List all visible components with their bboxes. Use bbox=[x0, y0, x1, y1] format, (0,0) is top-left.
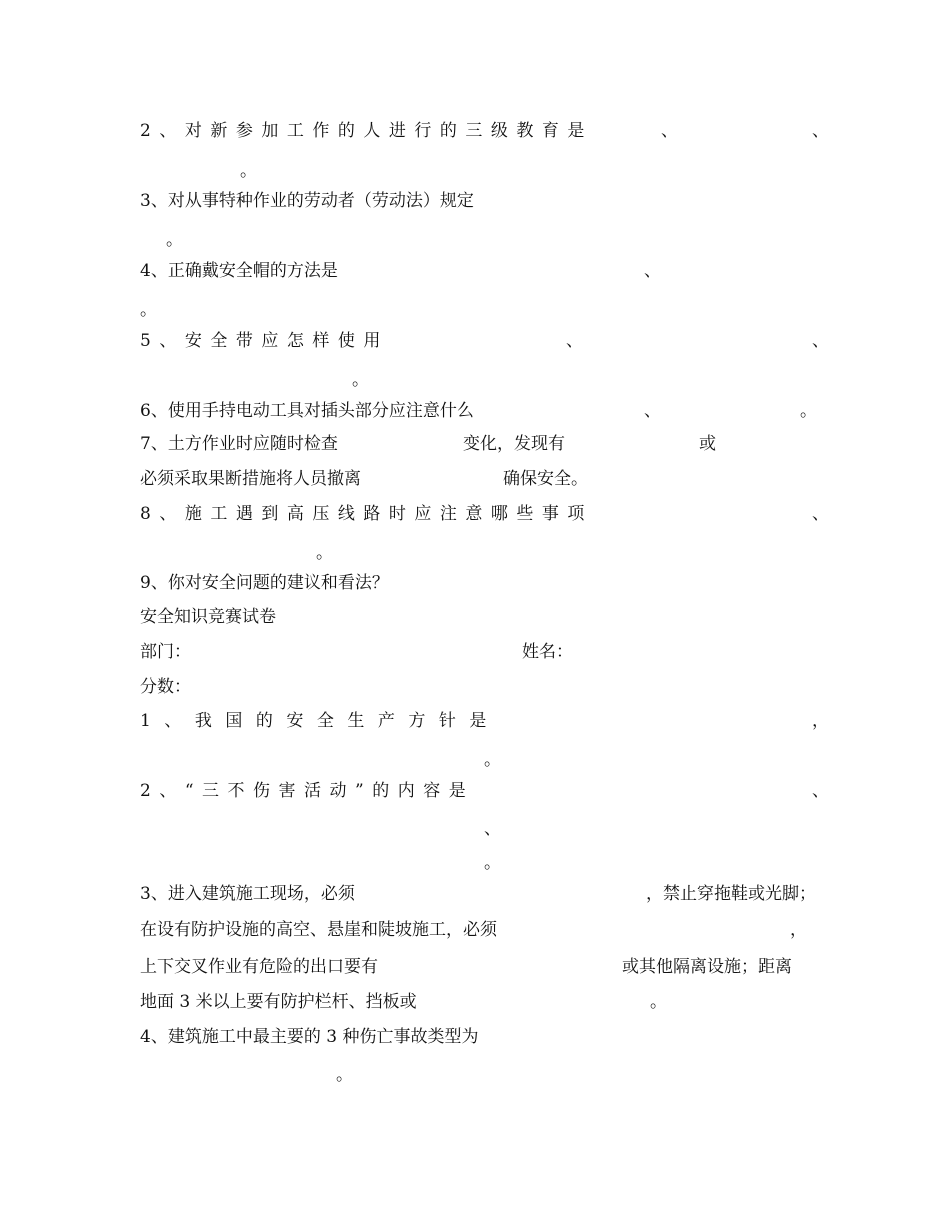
exam-question-4-text: 4、建筑施工中最主要的 3 种伤亡事故类型为 bbox=[140, 1027, 479, 1047]
question-3-text: 3、对从事特种作业的劳动者（劳动法）规定 bbox=[140, 191, 474, 211]
exam-question-3-line1-end: ，禁止穿拖鞋或光脚； bbox=[646, 884, 816, 904]
period: 。 bbox=[316, 543, 333, 563]
exam-question-3-line4: 地面 3 米以上要有防护栏杆、挡板或 bbox=[140, 992, 417, 1012]
exam-question-3-line2: 在设有防护设施的高空、悬崖和陡坡施工，必须 bbox=[140, 920, 497, 940]
period: 。 bbox=[352, 370, 369, 390]
period: 。 bbox=[240, 161, 257, 181]
separator: 、 bbox=[812, 504, 829, 524]
period: 。 bbox=[484, 750, 501, 770]
question-7-text: 7、土方作业时应随时检查 bbox=[140, 434, 338, 454]
separator: ， bbox=[812, 711, 829, 731]
exam-question-2-text: 2、“三不伤害活动”的内容是 bbox=[140, 781, 475, 801]
score-label: 分数： bbox=[140, 677, 191, 697]
question-9-text: 9、你对安全问题的建议和看法？ bbox=[140, 573, 389, 593]
question-7-or: 或 bbox=[699, 434, 716, 454]
exam-question-1-text: 1、我国的安全生产方针是 bbox=[140, 711, 500, 731]
separator: 、 bbox=[812, 121, 829, 141]
question-7-mid: 变化，发现有 bbox=[463, 434, 565, 454]
question-2-text: 2、对新参加工作的人进行的三级教育是 bbox=[140, 121, 593, 141]
question-6-text: 6、使用手持电动工具对插头部分应注意什么 bbox=[140, 401, 474, 421]
separator: 、 bbox=[484, 819, 501, 839]
period: 。 bbox=[484, 853, 501, 873]
name-label: 姓名： bbox=[522, 642, 573, 662]
period: 。 bbox=[166, 230, 183, 250]
period: 。 bbox=[650, 992, 667, 1012]
exam-question-3-line1: 3、进入建筑施工现场，必须 bbox=[140, 884, 355, 904]
exam-question-3-line3: 上下交叉作业有危险的出口要有 bbox=[140, 957, 378, 977]
period: 。 bbox=[140, 300, 157, 320]
exam-title: 安全知识竞赛试卷 bbox=[140, 607, 276, 627]
exam-question-3-line2-end: ， bbox=[790, 920, 807, 940]
separator: 、 bbox=[566, 331, 583, 351]
period: 。 bbox=[336, 1065, 353, 1085]
separator: 、 bbox=[812, 331, 829, 351]
question-8-text: 8、施工遇到高压线路时应注意哪些事项 bbox=[140, 504, 593, 524]
period: 。 bbox=[800, 401, 817, 421]
question-7-line2: 必须采取果断措施将人员撤离 bbox=[140, 469, 361, 489]
separator: 、 bbox=[812, 781, 829, 801]
separator: 、 bbox=[644, 401, 661, 421]
separator: 、 bbox=[644, 261, 661, 281]
question-5-text: 5、安全带应怎样使用 bbox=[140, 331, 389, 351]
exam-question-3-line3-end: 或其他隔离设施；距离 bbox=[622, 957, 792, 977]
separator: 、 bbox=[661, 121, 678, 141]
question-7-line2-end: 确保安全。 bbox=[503, 469, 588, 489]
question-4-text: 4、正确戴安全帽的方法是 bbox=[140, 261, 338, 281]
department-label: 部门： bbox=[140, 642, 191, 662]
